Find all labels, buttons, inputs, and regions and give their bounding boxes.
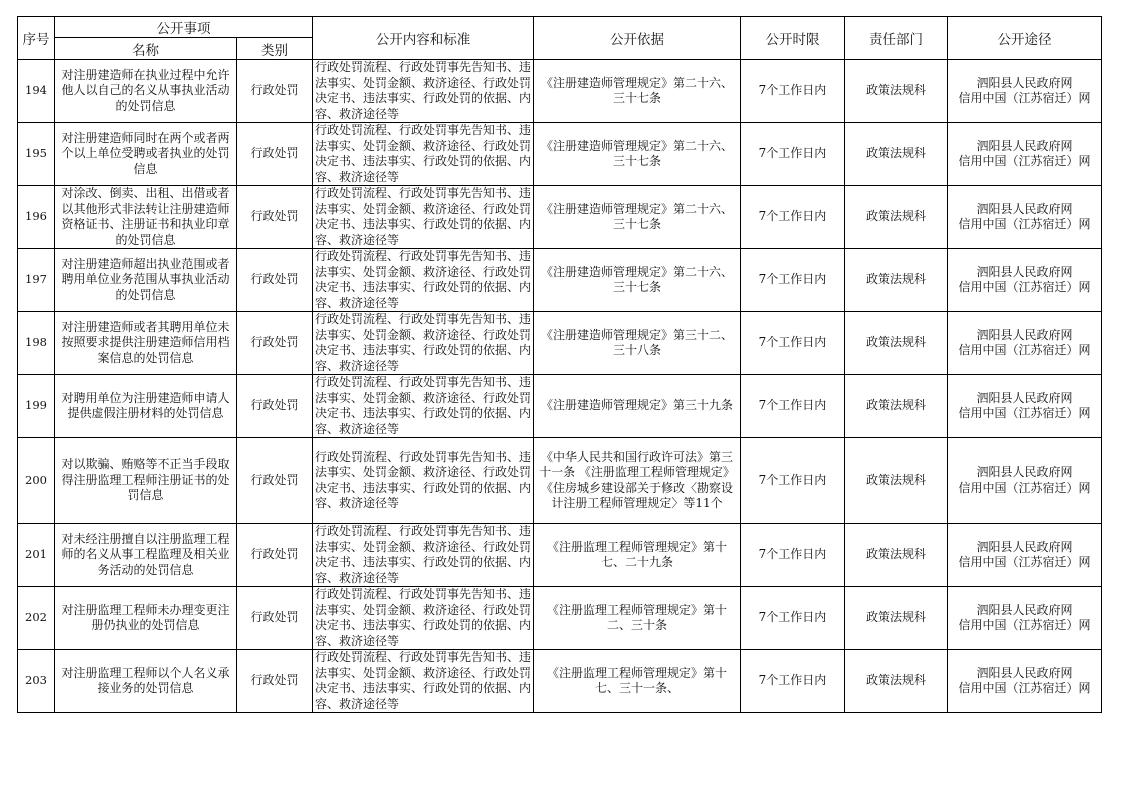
time-cell	[741, 438, 845, 524]
seq-cell	[18, 438, 55, 524]
channel-cell	[948, 587, 1102, 650]
seq-cell	[18, 587, 55, 650]
basis-cell	[534, 186, 741, 249]
disclosure-table	[17, 16, 1102, 713]
seq-text: 200	[25, 472, 47, 487]
channel-gov-site: 泗阳县人民政府网	[976, 327, 1073, 342]
time-cell	[741, 587, 845, 650]
channel-credit-site: 信用中国（江苏宿迁）网	[958, 217, 1091, 231]
table-row	[18, 587, 1102, 650]
channel-cell	[948, 60, 1102, 123]
name-cell	[55, 249, 237, 312]
channel-gov-site: 泗阳县人民政府网	[976, 665, 1073, 680]
content-text: 行政处罚流程、行政处罚事先告知书、违法事实、处罚金额、救济途径、行政处罚决定书、违法事实、行政处罚的依据、内容、救济途径等	[315, 312, 531, 373]
time-cell	[741, 123, 845, 186]
basis-cell	[534, 375, 741, 438]
seq-text: 201	[25, 547, 47, 562]
category-cell	[237, 375, 313, 438]
dept-cell	[845, 650, 948, 713]
basis-text: 《中华人民共和国行政许可法》第三十一条 《注册监理工程师管理规定》《住房城乡建设部关于修改〈勘察设计注册工程师管理规定〉等11个	[539, 449, 735, 510]
header-dept: 责任部门	[845, 17, 948, 60]
channel-credit-site: 信用中国（江苏宿迁）网	[958, 555, 1091, 569]
seq-text: 199	[25, 398, 47, 413]
time-text: 7个工作日内	[758, 83, 827, 98]
content-text: 行政处罚流程、行政处罚事先告知书、违法事实、处罚金额、救济途径、行政处罚决定书、违法事实、行政处罚的依据、内容、救济途径等	[315, 524, 531, 585]
time-cell	[741, 524, 845, 587]
basis-cell	[534, 249, 741, 312]
content-text: 行政处罚流程、行政处罚事先告知书、违法事实、处罚金额、救济途径、行政处罚决定书、违法事实、行政处罚的依据、内容、救济途径等	[315, 249, 531, 310]
name-cell	[55, 312, 237, 375]
dept-cell	[845, 186, 948, 249]
dept-cell	[845, 60, 948, 123]
category-text: 行政处罚	[250, 335, 299, 350]
category-cell	[237, 249, 313, 312]
name-cell	[55, 60, 237, 123]
header-basis: 公开依据	[534, 17, 741, 60]
time-text: 7个工作日内	[758, 547, 827, 562]
name-cell	[55, 186, 237, 249]
table-row	[18, 650, 1102, 713]
dept-text: 政策法规科	[865, 209, 926, 224]
category-text: 行政处罚	[250, 398, 299, 413]
content-text: 行政处罚流程、行政处罚事先告知书、违法事实、处罚金额、救济途径、行政处罚决定书、违法事实、行政处罚的依据、内容、救济途径等	[315, 123, 531, 184]
channel-cell	[948, 650, 1102, 713]
dept-text: 政策法规科	[865, 272, 926, 287]
channel-credit-site: 信用中国（江苏宿迁）网	[958, 280, 1091, 294]
channel-cell	[948, 438, 1102, 524]
content-cell	[313, 438, 534, 524]
header-name: 名称	[55, 38, 237, 60]
content-text: 行政处罚流程、行政处罚事先告知书、违法事实、处罚金额、救济途径、行政处罚决定书、违法事实、行政处罚的依据、内容、救济途径等	[315, 186, 531, 247]
category-cell	[237, 123, 313, 186]
basis-text: 《注册建造师管理规定》第三十二、三十八条	[540, 327, 733, 357]
dept-text: 政策法规科	[865, 547, 926, 562]
dept-text: 政策法规科	[865, 335, 926, 350]
category-cell	[237, 312, 313, 375]
content-cell	[313, 312, 534, 375]
content-text: 行政处罚流程、行政处罚事先告知书、违法事实、处罚金额、救济途径、行政处罚决定书、违法事实、行政处罚的依据、内容、救济途径等	[315, 587, 531, 648]
channel-cell	[948, 249, 1102, 312]
dept-cell	[845, 524, 948, 587]
content-cell	[313, 587, 534, 650]
category-text: 行政处罚	[250, 610, 299, 625]
dept-cell	[845, 587, 948, 650]
category-text: 行政处罚	[250, 209, 299, 224]
content-text: 行政处罚流程、行政处罚事先告知书、违法事实、处罚金额、救济途径、行政处罚决定书、违法事实、行政处罚的依据、内容、救济途径等	[315, 60, 531, 121]
channel-cell	[948, 375, 1102, 438]
category-cell	[237, 186, 313, 249]
name-cell	[55, 587, 237, 650]
content-cell	[313, 249, 534, 312]
channel-credit-site: 信用中国（江苏宿迁）网	[958, 91, 1091, 105]
header-category: 类别	[237, 38, 313, 60]
channel-credit-site: 信用中国（江苏宿迁）网	[958, 343, 1091, 357]
basis-text: 《注册建造师管理规定》第二十六、三十七条	[540, 264, 733, 294]
basis-cell	[534, 524, 741, 587]
seq-text: 198	[25, 335, 47, 350]
dept-cell	[845, 123, 948, 186]
channel-gov-site: 泗阳县人民政府网	[976, 602, 1073, 617]
basis-text: 《注册建造师管理规定》第二十六、三十七条	[540, 201, 733, 231]
name-text: 对注册建造师超出执业范围或者聘用单位业务范围从事执业活动的处罚信息	[61, 256, 230, 302]
name-text: 对聘用单位为注册建造师申请人提供虚假注册材料的处罚信息	[61, 390, 230, 420]
seq-text: 196	[25, 209, 47, 224]
dept-text: 政策法规科	[865, 673, 926, 688]
category-cell	[237, 650, 313, 713]
basis-text: 《注册建造师管理规定》第二十六、三十七条	[540, 75, 733, 105]
seq-cell	[18, 186, 55, 249]
content-text: 行政处罚流程、行政处罚事先告知书、违法事实、处罚金额、救济途径、行政处罚决定书、违法事实、行政处罚的依据、内容、救济途径等	[315, 449, 531, 510]
content-cell	[313, 123, 534, 186]
basis-cell	[534, 438, 741, 524]
header-row-1	[18, 17, 1102, 38]
dept-text: 政策法规科	[865, 83, 926, 98]
content-cell	[313, 186, 534, 249]
channel-gov-site: 泗阳县人民政府网	[976, 138, 1073, 153]
time-cell	[741, 312, 845, 375]
table-row	[18, 524, 1102, 587]
dept-cell	[845, 312, 948, 375]
channel-credit-site: 信用中国（江苏宿迁）网	[958, 618, 1091, 632]
content-text: 行政处罚流程、行政处罚事先告知书、违法事实、处罚金额、救济途径、行政处罚决定书、违法事实、行政处罚的依据、内容、救济途径等	[315, 650, 531, 711]
table-row	[18, 249, 1102, 312]
dept-text: 政策法规科	[865, 146, 926, 161]
category-cell	[237, 438, 313, 524]
name-text: 对注册建造师同时在两个或者两个以上单位受聘或者执业的处罚信息	[61, 130, 230, 176]
seq-text: 195	[25, 146, 47, 161]
category-text: 行政处罚	[250, 272, 299, 287]
dept-text: 政策法规科	[865, 398, 926, 413]
channel-gov-site: 泗阳县人民政府网	[976, 539, 1073, 554]
header-items: 公开事项	[55, 17, 313, 38]
basis-text: 《注册建造师管理规定》第二十六、三十七条	[540, 138, 733, 168]
time-cell	[741, 375, 845, 438]
time-text: 7个工作日内	[758, 398, 827, 413]
time-cell	[741, 650, 845, 713]
channel-cell	[948, 312, 1102, 375]
time-cell	[741, 186, 845, 249]
seq-text: 202	[25, 610, 47, 625]
name-cell	[55, 123, 237, 186]
time-text: 7个工作日内	[758, 472, 827, 487]
category-text: 行政处罚	[250, 472, 299, 487]
table-row	[18, 123, 1102, 186]
header-time: 公开时限	[741, 17, 845, 60]
seq-cell	[18, 650, 55, 713]
basis-cell	[534, 312, 741, 375]
category-cell	[237, 524, 313, 587]
dept-cell	[845, 249, 948, 312]
content-cell	[313, 375, 534, 438]
channel-credit-site: 信用中国（江苏宿迁）网	[958, 406, 1091, 420]
content-cell	[313, 650, 534, 713]
time-text: 7个工作日内	[758, 335, 827, 350]
content-cell	[313, 60, 534, 123]
basis-cell	[534, 650, 741, 713]
channel-cell	[948, 186, 1102, 249]
channel-gov-site: 泗阳县人民政府网	[976, 75, 1073, 90]
name-cell	[55, 438, 237, 524]
basis-text: 《注册监理工程师管理规定》第十七、二十九条	[546, 539, 727, 569]
name-text: 对涂改、倒卖、出租、出借或者以其他形式非法转让注册建造师资格证书、注册证书和执业印章的处罚信息	[61, 186, 230, 247]
time-cell	[741, 60, 845, 123]
table-row	[18, 60, 1102, 123]
dept-text: 政策法规科	[865, 610, 926, 625]
basis-cell	[534, 587, 741, 650]
table-row	[18, 312, 1102, 375]
table-body	[18, 60, 1102, 713]
name-text: 对未经注册擅自以注册监理工程师的名义从事工程监理及相关业务活动的处罚信息	[61, 531, 230, 577]
basis-text: 《注册监理工程师管理规定》第十七、三十一条、	[546, 665, 727, 695]
channel-gov-site: 泗阳县人民政府网	[976, 264, 1073, 279]
table-row	[18, 438, 1102, 524]
channel-credit-site: 信用中国（江苏宿迁）网	[958, 480, 1091, 495]
time-text: 7个工作日内	[758, 209, 827, 224]
channel-gov-site: 泗阳县人民政府网	[976, 390, 1073, 405]
seq-cell	[18, 375, 55, 438]
time-text: 7个工作日内	[758, 610, 827, 625]
channel-credit-site: 信用中国（江苏宿迁）网	[958, 681, 1091, 695]
seq-cell	[18, 524, 55, 587]
content-cell	[313, 524, 534, 587]
category-text: 行政处罚	[250, 83, 299, 98]
category-cell	[237, 587, 313, 650]
dept-cell	[845, 438, 948, 524]
dept-text: 政策法规科	[865, 472, 926, 487]
channel-credit-site: 信用中国（江苏宿迁）网	[958, 154, 1091, 168]
table-row	[18, 186, 1102, 249]
time-text: 7个工作日内	[758, 146, 827, 161]
dept-cell	[845, 375, 948, 438]
seq-cell	[18, 60, 55, 123]
content-text: 行政处罚流程、行政处罚事先告知书、违法事实、处罚金额、救济途径、行政处罚决定书、违法事实、行政处罚的依据、内容、救济途径等	[315, 375, 531, 436]
time-cell	[741, 249, 845, 312]
basis-text: 《注册监理工程师管理规定》第十二、三十条	[546, 602, 727, 632]
name-text: 对注册监理工程师未办理变更注册仍执业的处罚信息	[61, 602, 230, 632]
header-seq: 序号	[18, 17, 55, 60]
basis-cell	[534, 123, 741, 186]
seq-cell	[18, 123, 55, 186]
name-cell	[55, 650, 237, 713]
header-content: 公开内容和标准	[313, 17, 534, 60]
name-cell	[55, 375, 237, 438]
seq-text: 203	[25, 673, 47, 688]
table-row	[18, 375, 1102, 438]
channel-cell	[948, 524, 1102, 587]
time-text: 7个工作日内	[758, 272, 827, 287]
channel-gov-site: 泗阳县人民政府网	[976, 201, 1073, 216]
category-text: 行政处罚	[250, 547, 299, 562]
name-text: 对注册建造师在执业过程中允许他人以自己的名义从事执业活动的处罚信息	[61, 67, 230, 113]
name-text: 对注册监理工程师以个人名义承接业务的处罚信息	[61, 665, 230, 695]
basis-cell	[534, 60, 741, 123]
channel-gov-site: 泗阳县人民政府网	[976, 465, 1073, 479]
name-text: 对注册建造师或者其聘用单位未按照要求提供注册建造师信用档案信息的处罚信息	[61, 319, 230, 365]
seq-cell	[18, 249, 55, 312]
basis-text: 《注册建造师管理规定》第三十九条	[540, 398, 733, 413]
category-cell	[237, 60, 313, 123]
channel-cell	[948, 123, 1102, 186]
category-text: 行政处罚	[250, 673, 299, 688]
time-text: 7个工作日内	[758, 673, 827, 688]
header-channel: 公开途径	[948, 17, 1102, 60]
seq-text: 197	[25, 272, 47, 287]
category-text: 行政处罚	[250, 146, 299, 161]
seq-cell	[18, 312, 55, 375]
name-cell	[55, 524, 237, 587]
name-text: 对以欺骗、贿赂等不正当手段取得注册监理工程师注册证书的处罚信息	[61, 457, 230, 503]
seq-text: 194	[25, 83, 47, 98]
